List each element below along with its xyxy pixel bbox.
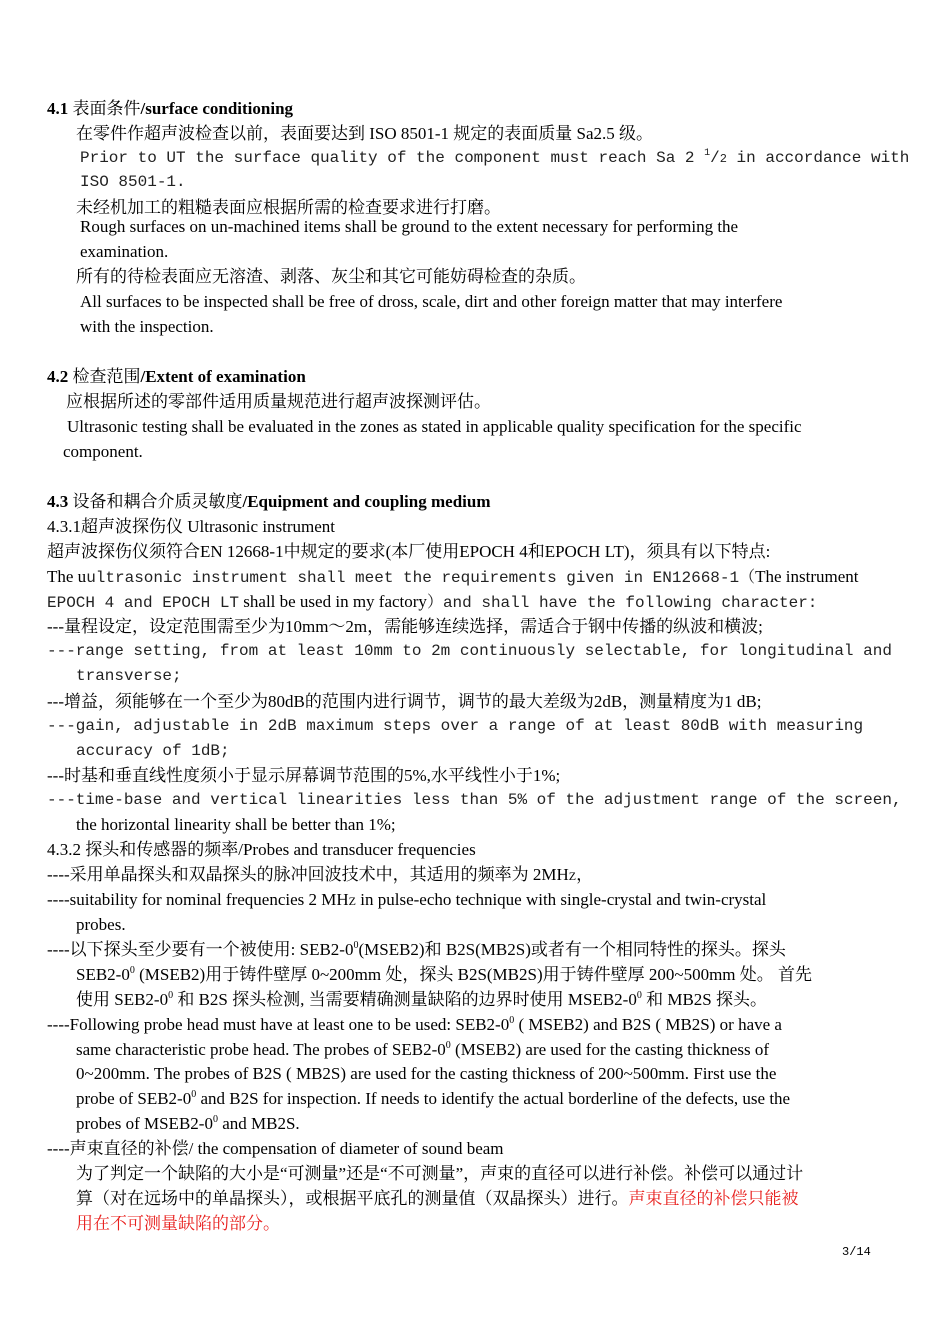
- list-item: transverse;: [76, 667, 182, 685]
- list-item: ----采用单晶探头和双晶探头的脉冲回波技术中，其适用的频率为 2MHZ，: [47, 865, 594, 884]
- paragraph-cn: 算（对在远场中的单晶探头），或根据平底孔的测量值（双晶探头）进行。声束直径的补偿只能被: [76, 1189, 799, 1208]
- list-item: ----以下探头至少要有一个被使用: $SEB2-0^0(MSEB2)$和 B2S(MB2S)或者有一个相同特性的探头。探头: [47, 940, 786, 959]
- page-number: 3/14: [842, 1245, 871, 1259]
- paragraph-en: component.: [63, 442, 143, 461]
- paragraph-cn: 在零件作超声波检查以前，表面要达到 ISO 8501-1 规定的表面质量 Sa2.5 级。: [76, 124, 654, 143]
- list-item: ---增益，须能够在一个至少为80dB的范围内进行调节，调节的最大差级为2dB，测量精度为1 dB;: [47, 692, 762, 711]
- paragraph-en: ISO 8501-1.: [80, 173, 186, 191]
- paragraph-cn: 未经机加工的粗糙表面应根据所需的检查要求进行打磨。: [76, 198, 501, 217]
- paragraph-en: EPOCH 4 and EPOCH LT shall be used in my factory）and shall have the following character:: [47, 592, 818, 612]
- paragraph-en: The uultrasonic instrument shall meet the requirements given in EN12668-1（The instrument: [47, 567, 859, 587]
- list-item: ---时基和垂直线性度须小于显示屏幕调节范围的5%,水平线性小于1%;: [47, 766, 561, 785]
- paragraph-en: All surfaces to be inspected shall be free of dross, scale, dirt and other foreign matter that may interfere: [80, 292, 783, 311]
- paragraph-cn: 超声波探伤仪须符合EN 12668-1中规定的要求(本厂使用EPOCH 4和EPOCH LT)，须具有以下特点:: [47, 542, 771, 561]
- section-4-3-heading: 4.3 设备和耦合介质灵敏度/Equipment and coupling medium: [47, 492, 491, 511]
- paragraph-cn: 所有的待检表面应无溶渣、剥落、灰尘和其它可能妨碍检查的杂质。: [76, 267, 586, 286]
- list-item: ---time-base and vertical linearities less than 5% of the adjustment range of the screen,: [47, 791, 902, 809]
- list-item: probes of $MSEB2-0^0$ and MB2S.: [76, 1114, 300, 1133]
- list-item: ----声束直径的补偿/ the compensation of diameter of sound beam: [47, 1139, 504, 1158]
- list-item: 使用 $SEB2-0^0$ 和 B2S 探头检测, 当需要精确测量缺陷的边界时使用 $MSEB2-0^0$ 和 MB2S 探头。: [76, 990, 768, 1009]
- list-item: the horizontal linearity shall be better than 1%;: [76, 815, 396, 834]
- subsection-4-3-1-heading: 4.3.1超声波探伤仪 Ultrasonic instrument: [47, 517, 336, 536]
- highlighted-text: 用在不可测量缺陷的部分。: [76, 1214, 280, 1233]
- highlighted-text: 声束直径的补偿只能被: [628, 1189, 799, 1208]
- paragraph-cn: 应根据所述的零部件适用质量规范进行超声波探测评估。: [66, 392, 491, 411]
- list-item: same characteristic probe head. The probes of $SEB2-0^0$ (MSEB2) are used for the casting thickness of: [76, 1040, 769, 1059]
- list-item: ---range setting, from at least 10mm to 2m continuously selectable, for longitudinal and: [47, 642, 892, 660]
- section-4-1-heading: 4.1 表面条件/surface conditioning: [47, 99, 294, 118]
- section-4-2-heading: 4.2 检查范围/Extent of examination: [47, 367, 306, 386]
- paragraph-cn: 为了判定一个缺陷的大小是“可测量”还是“不可测量”，声束的直径可以进行补偿。补偿可以通过计: [76, 1164, 804, 1183]
- list-item: ----suitability for nominal frequencies 2 MHZ in pulse-echo technique with single-crystal and twin-crystal: [47, 890, 767, 909]
- paragraph-en: with the inspection.: [80, 317, 214, 336]
- list-item: probes.: [76, 915, 126, 934]
- list-item: $SEB2-0^0$ (MSEB2)用于铸件壁厚 0~200mm 处，探头 B2S(MB2S)用于铸件壁厚 200~500mm 处。 首先: [76, 965, 813, 984]
- paragraph-en: Prior to UT the surface quality of the component must reach Sa 2 $^1$/2 in accordance with: [80, 148, 910, 167]
- list-item: ----Following probe head must have at least one to be used: $SEB2-0^0$ ( MSEB2) and B2S ( MB2S) or have a: [47, 1015, 782, 1034]
- list-item: accuracy of 1dB;: [76, 742, 230, 760]
- paragraph-en: Rough surfaces on un-machined items shall be ground to the extent necessary for performing the: [80, 217, 739, 236]
- list-item: ---量程设定，设定范围需至少为10mm～2m，需能够连续选择，需适合于钢中传播的纵波和横波;: [47, 617, 763, 636]
- paragraph-en: Ultrasonic testing shall be evaluated in the zones as stated in applicable quality specification for the specific: [67, 417, 802, 436]
- list-item: probe of $SEB2-0^0$ and B2S for inspection. If needs to identify the actual borderline of the defects, use the: [76, 1089, 791, 1108]
- paragraph-en: examination.: [80, 242, 169, 261]
- list-item: ---gain, adjustable in 2dB maximum steps over a range of at least 80dB with measuring: [47, 717, 864, 735]
- subsection-4-3-2-heading: 4.3.2 探头和传感器的频率/Probes and transducer frequencies: [47, 840, 476, 859]
- list-item: 0~200mm. The probes of B2S ( MB2S) are used for the casting thickness of 200~500mm. First use the: [76, 1064, 777, 1083]
